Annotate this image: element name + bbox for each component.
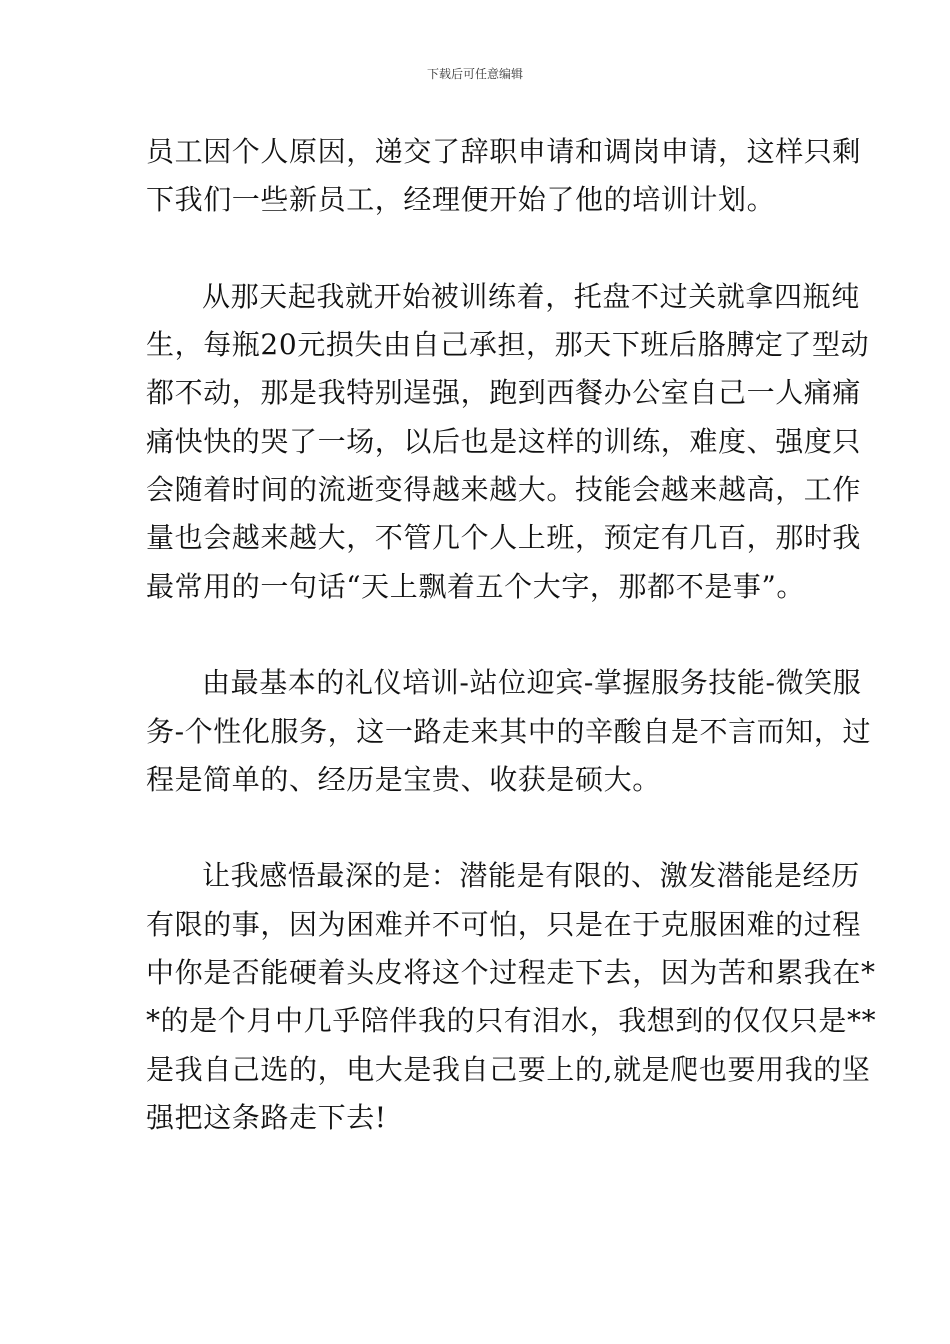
text-line: 强把这条路走下去! bbox=[146, 1100, 387, 1134]
text-line: 务-个性化服务，这一路走来其中的辛酸自是不言而知，过 bbox=[146, 714, 872, 748]
text-line: 下我们一些新员工，经理便开始了他的培训计划。 bbox=[146, 183, 776, 217]
paragraph bbox=[146, 659, 872, 804]
text-line: 中你是否能硬着头皮将这个过程走下去，因为苦和累我在* bbox=[146, 956, 876, 990]
text-line: 生，每瓶20元损失由自己承担，那天下班后胳膊定了型动 bbox=[146, 328, 870, 362]
paragraph bbox=[146, 852, 877, 1142]
paragraph bbox=[146, 128, 862, 225]
paragraph-spacer bbox=[146, 225, 814, 273]
text-line: 员工因个人原因，递交了辞职申请和调岗申请，这样只剩 bbox=[146, 135, 862, 168]
text-line: 程是简单的、经历是宝贵、收获是硕大。 bbox=[146, 762, 661, 796]
paragraph-spacer bbox=[146, 611, 814, 659]
text-line: 痛快快的哭了一场，以后也是这样的训练，难度、强度只 bbox=[146, 424, 862, 458]
text-line: 会随着时间的流逝变得越来越大。技能会越来越高，工作 bbox=[146, 473, 862, 507]
paragraph bbox=[146, 273, 870, 611]
text-line: 是我自己选的，电大是我自己要上的,就是爬也要用我的坚 bbox=[146, 1052, 871, 1086]
text-line: 最常用的一句话“天上飘着五个大字，那都不是事”。 bbox=[146, 569, 806, 603]
text-line: 有限的事，因为困难并不可怕，只是在于克服困难的过程 bbox=[146, 907, 862, 941]
text-line: 让我感悟最深的是：潜能是有限的、激发潜能是经历 bbox=[202, 859, 860, 893]
page-header: 下载后可任意编辑 bbox=[426, 67, 523, 81]
paragraph-spacer bbox=[146, 804, 814, 852]
text-line: 量也会越来越大，不管几个人上班，预定有几百，那时我 bbox=[146, 521, 862, 555]
text-line: 从那天起我就开始被训练着，托盘不过关就拿四瓶纯 bbox=[202, 279, 860, 313]
text-line: *的是个月中几乎陪伴我的只有泪水，我想到的仅仅只是** bbox=[146, 1004, 877, 1038]
text-line: 由最基本的礼仪培训-站位迎宾-掌握服务技能-微笑服 bbox=[202, 666, 862, 700]
text-line: 都不动，那是我特别逞强，跑到西餐办公室自己一人痛痛 bbox=[146, 376, 862, 410]
document-body bbox=[146, 128, 877, 1142]
